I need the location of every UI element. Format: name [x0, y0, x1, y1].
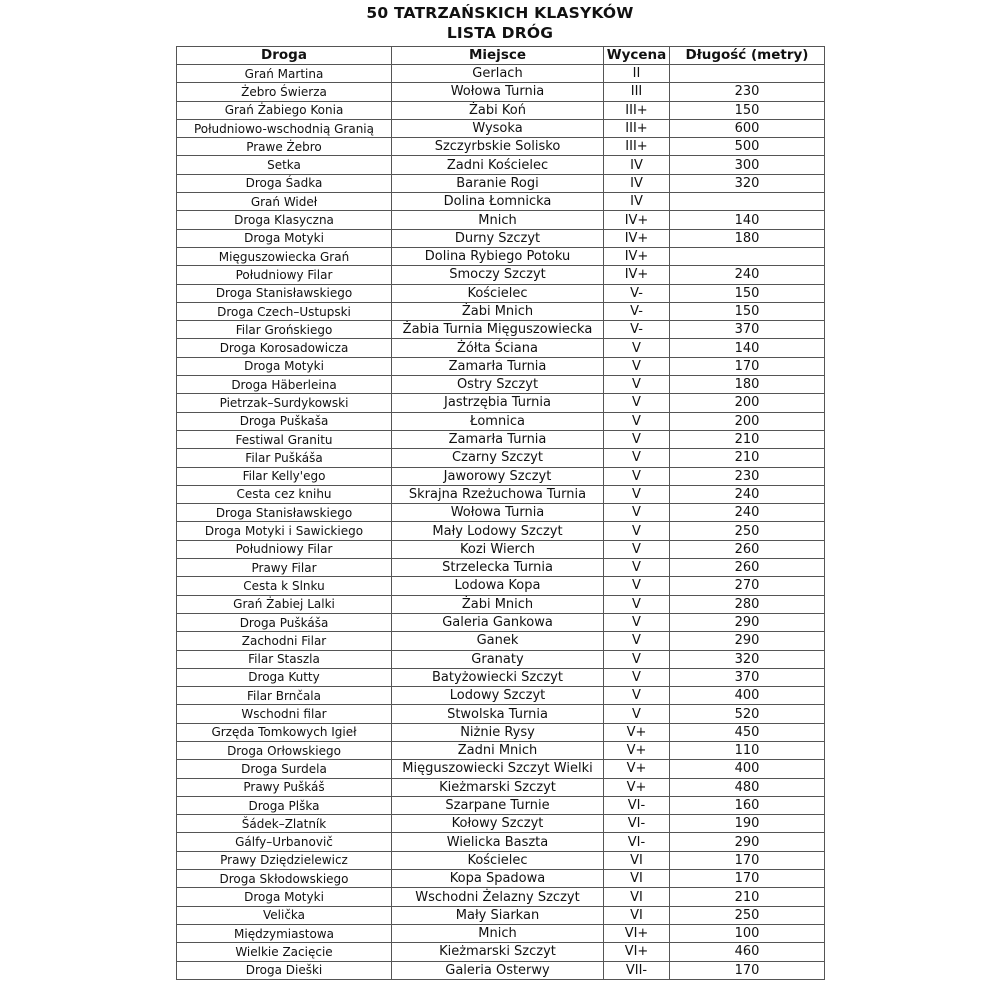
cell-grade: VI- — [604, 796, 670, 814]
cell-length: 200 — [670, 412, 825, 430]
table-row — [177, 815, 825, 833]
cell-place: Dolina Łomnicka — [392, 193, 604, 211]
cell-place: Lodowa Kopa — [392, 577, 604, 595]
cell-grade: V — [604, 705, 670, 723]
cell-place: Skrajna Rzeżuchowa Turnia — [392, 485, 604, 503]
cell-grade: V- — [604, 321, 670, 339]
cell-place: Baranie Rogi — [392, 174, 604, 192]
cell-grade: V — [604, 687, 670, 705]
cell-length: 230 — [670, 83, 825, 101]
cell-place: Galeria Osterwy — [392, 961, 604, 979]
cell-place: Kozi Wierch — [392, 540, 604, 558]
cell-length: 160 — [670, 796, 825, 814]
cell-place: Galeria Gankowa — [392, 613, 604, 631]
cell-place: Batyżowiecki Szczyt — [392, 668, 604, 686]
cell-route: Żebro Świerza — [177, 83, 392, 101]
cell-route: Šádek–Zlatník — [177, 815, 392, 833]
cell-place: Kościelec — [392, 284, 604, 302]
table-row — [177, 778, 825, 796]
cell-grade: VI — [604, 906, 670, 924]
cell-place: Wschodni Żelazny Szczyt — [392, 888, 604, 906]
table-row — [177, 504, 825, 522]
cell-route: Filar Grońskiego — [177, 321, 392, 339]
cell-length: 270 — [670, 577, 825, 595]
cell-length — [670, 247, 825, 265]
cell-grade: V — [604, 632, 670, 650]
cell-length: 180 — [670, 376, 825, 394]
cell-route: Grań Wideł — [177, 193, 392, 211]
cell-length: 370 — [670, 668, 825, 686]
cell-route: Filar Brnčala — [177, 687, 392, 705]
cell-place: Granaty — [392, 650, 604, 668]
cell-place: Żabi Mnich — [392, 302, 604, 320]
cell-grade: V — [604, 376, 670, 394]
cell-length: 190 — [670, 815, 825, 833]
cell-place: Strzelecka Turnia — [392, 559, 604, 577]
cell-length: 150 — [670, 101, 825, 119]
cell-length: 170 — [670, 961, 825, 979]
table-row — [177, 138, 825, 156]
cell-length: 280 — [670, 595, 825, 613]
cell-length: 240 — [670, 266, 825, 284]
cell-length: 520 — [670, 705, 825, 723]
cell-place: Stwolska Turnia — [392, 705, 604, 723]
cell-grade: VI — [604, 870, 670, 888]
cell-route: Południowy Filar — [177, 540, 392, 558]
table-row — [177, 430, 825, 448]
cell-place: Kieżmarski Szczyt — [392, 943, 604, 961]
cell-route: Południowo-wschodnią Granią — [177, 119, 392, 137]
cell-grade: IV — [604, 156, 670, 174]
cell-place: Ostry Szczyt — [392, 376, 604, 394]
cell-place: Żabi Mnich — [392, 595, 604, 613]
page-title: 50 TATRZAŃSKICH KLASYKÓW — [366, 4, 634, 22]
cell-grade: III+ — [604, 101, 670, 119]
table-row — [177, 870, 825, 888]
cell-route: Droga Häberleina — [177, 376, 392, 394]
cell-length — [670, 65, 825, 83]
table-row — [177, 632, 825, 650]
cell-route: Prawy Dziędzielewicz — [177, 851, 392, 869]
cell-route: Droga Korosadowicza — [177, 339, 392, 357]
cell-place: Łomnica — [392, 412, 604, 430]
cell-length: 460 — [670, 943, 825, 961]
table-row — [177, 613, 825, 631]
table-row — [177, 741, 825, 759]
cell-grade: VI+ — [604, 943, 670, 961]
cell-length: 290 — [670, 613, 825, 631]
cell-route: Droga Klasyczna — [177, 211, 392, 229]
cell-length: 400 — [670, 760, 825, 778]
cell-route: Południowy Filar — [177, 266, 392, 284]
cell-route: Zachodni Filar — [177, 632, 392, 650]
cell-route: Droga Stanisławskiego — [177, 284, 392, 302]
cell-route: Filar Staszla — [177, 650, 392, 668]
cell-grade: VI+ — [604, 924, 670, 942]
cell-grade: V — [604, 595, 670, 613]
cell-place: Jastrzębia Turnia — [392, 394, 604, 412]
cell-grade: V — [604, 522, 670, 540]
cell-place: Żabi Koń — [392, 101, 604, 119]
cell-length: 600 — [670, 119, 825, 137]
table-row — [177, 723, 825, 741]
table-row — [177, 559, 825, 577]
cell-place: Mały Lodowy Szczyt — [392, 522, 604, 540]
cell-place: Dolina Rybiego Potoku — [392, 247, 604, 265]
cell-length: 140 — [670, 339, 825, 357]
cell-length: 300 — [670, 156, 825, 174]
cell-route: Droga Puškáša — [177, 613, 392, 631]
cell-place: Żabia Turnia Mięguszowiecka — [392, 321, 604, 339]
cell-length: 170 — [670, 357, 825, 375]
cell-route: Droga Motyki i Sawickiego — [177, 522, 392, 540]
table-row — [177, 485, 825, 503]
cell-length: 140 — [670, 211, 825, 229]
cell-grade: VII- — [604, 961, 670, 979]
cell-length: 240 — [670, 485, 825, 503]
cell-route: Festiwal Granitu — [177, 430, 392, 448]
cell-route: Prawy Filar — [177, 559, 392, 577]
cell-grade: V — [604, 485, 670, 503]
page-subtitle: LISTA DRÓG — [446, 24, 554, 42]
cell-grade: V — [604, 559, 670, 577]
cell-grade: IV+ — [604, 229, 670, 247]
cell-route: Wschodni filar — [177, 705, 392, 723]
table-row — [177, 394, 825, 412]
cell-length: 110 — [670, 741, 825, 759]
table-row — [177, 247, 825, 265]
cell-grade: VI — [604, 851, 670, 869]
cell-place: Mięguszowiecki Szczyt Wielki — [392, 760, 604, 778]
cell-place: Mnich — [392, 211, 604, 229]
cell-length: 290 — [670, 833, 825, 851]
cell-place: Smoczy Szczyt — [392, 266, 604, 284]
cell-length: 170 — [670, 851, 825, 869]
table-row — [177, 687, 825, 705]
cell-length: 260 — [670, 540, 825, 558]
cell-place: Wysoka — [392, 119, 604, 137]
cell-length: 250 — [670, 522, 825, 540]
cell-route: Cesta cez knihu — [177, 485, 392, 503]
cell-grade: IV+ — [604, 266, 670, 284]
cell-grade: V — [604, 467, 670, 485]
table-row — [177, 705, 825, 723]
cell-place: Jaworowy Szczyt — [392, 467, 604, 485]
header-place: Miejsce — [392, 47, 604, 65]
cell-grade: V — [604, 430, 670, 448]
cell-route: Filar Kelly'ego — [177, 467, 392, 485]
table-row — [177, 376, 825, 394]
cell-place: Kieżmarski Szczyt — [392, 778, 604, 796]
table-row — [177, 888, 825, 906]
cell-grade: V — [604, 650, 670, 668]
cell-route: Grań Martina — [177, 65, 392, 83]
table-row — [177, 174, 825, 192]
cell-place: Wołowa Turnia — [392, 504, 604, 522]
cell-grade: V — [604, 339, 670, 357]
cell-route: Droga Plška — [177, 796, 392, 814]
cell-grade: V — [604, 394, 670, 412]
cell-route: Droga Skłodowskiego — [177, 870, 392, 888]
table-row — [177, 321, 825, 339]
table-row — [177, 101, 825, 119]
cell-route: Setka — [177, 156, 392, 174]
cell-length: 210 — [670, 430, 825, 448]
cell-place: Zamarła Turnia — [392, 430, 604, 448]
cell-route: Wielkie Zacięcie — [177, 943, 392, 961]
cell-length: 320 — [670, 174, 825, 192]
table-row — [177, 193, 825, 211]
table-row — [177, 83, 825, 101]
cell-length: 180 — [670, 229, 825, 247]
cell-grade: V- — [604, 302, 670, 320]
cell-grade: V — [604, 357, 670, 375]
table-row — [177, 833, 825, 851]
table-row — [177, 760, 825, 778]
cell-grade: V — [604, 412, 670, 430]
cell-route: Międzymiastowa — [177, 924, 392, 942]
cell-grade: IV+ — [604, 247, 670, 265]
cell-route: Droga Surdela — [177, 760, 392, 778]
header-route: Droga — [177, 47, 392, 65]
cell-length: 290 — [670, 632, 825, 650]
cell-length: 370 — [670, 321, 825, 339]
cell-route: Grań Żabiej Lalki — [177, 595, 392, 613]
table-header-row — [177, 47, 825, 65]
cell-route: Droga Czech–Ustupski — [177, 302, 392, 320]
cell-length: 250 — [670, 906, 825, 924]
cell-grade: VI- — [604, 833, 670, 851]
cell-length: 210 — [670, 888, 825, 906]
cell-place: Gerlach — [392, 65, 604, 83]
cell-grade: IV — [604, 174, 670, 192]
cell-route: Droga Motyki — [177, 888, 392, 906]
cell-grade: III — [604, 83, 670, 101]
cell-grade: IV — [604, 193, 670, 211]
cell-place: Wołowa Turnia — [392, 83, 604, 101]
table-row — [177, 577, 825, 595]
header-grade: Wycena — [604, 47, 670, 65]
cell-grade: VI — [604, 888, 670, 906]
table-row — [177, 211, 825, 229]
cell-length: 400 — [670, 687, 825, 705]
cell-grade: V- — [604, 284, 670, 302]
cell-length: 500 — [670, 138, 825, 156]
cell-place: Mały Siarkan — [392, 906, 604, 924]
cell-route: Pietrzak–Surdykowski — [177, 394, 392, 412]
cell-route: Grzęda Tomkowych Igieł — [177, 723, 392, 741]
table-row — [177, 119, 825, 137]
table-row — [177, 668, 825, 686]
table-row — [177, 961, 825, 979]
cell-grade: V — [604, 540, 670, 558]
cell-place: Zamarła Turnia — [392, 357, 604, 375]
cell-length — [670, 193, 825, 211]
table-row — [177, 229, 825, 247]
table-row — [177, 522, 825, 540]
cell-length: 450 — [670, 723, 825, 741]
cell-place: Niżnie Rysy — [392, 723, 604, 741]
cell-length: 170 — [670, 870, 825, 888]
cell-place: Kołowy Szczyt — [392, 815, 604, 833]
cell-route: Droga Motyki — [177, 357, 392, 375]
cell-length: 320 — [670, 650, 825, 668]
routes-table — [176, 46, 825, 980]
table-row — [177, 595, 825, 613]
cell-route: Prawy Puškáš — [177, 778, 392, 796]
table-row — [177, 412, 825, 430]
cell-length: 240 — [670, 504, 825, 522]
table-row — [177, 796, 825, 814]
cell-route: Grań Żabiego Konia — [177, 101, 392, 119]
cell-route: Cesta k Slnku — [177, 577, 392, 595]
header-length: Długość (metry) — [670, 47, 825, 65]
table-row — [177, 302, 825, 320]
cell-route: Droga Puškaša — [177, 412, 392, 430]
cell-route: Droga Śadka — [177, 174, 392, 192]
cell-grade: III+ — [604, 138, 670, 156]
cell-place: Ganek — [392, 632, 604, 650]
table-row — [177, 449, 825, 467]
cell-length: 150 — [670, 284, 825, 302]
cell-grade: V+ — [604, 760, 670, 778]
cell-place: Wielicka Baszta — [392, 833, 604, 851]
cell-grade: IV+ — [604, 211, 670, 229]
table-row — [177, 65, 825, 83]
cell-place: Mnich — [392, 924, 604, 942]
cell-route: Droga Stanisławskiego — [177, 504, 392, 522]
cell-place: Kopa Spadowa — [392, 870, 604, 888]
table-row — [177, 540, 825, 558]
cell-place: Zadni Kościelec — [392, 156, 604, 174]
cell-grade: VI- — [604, 815, 670, 833]
cell-grade: V+ — [604, 723, 670, 741]
cell-grade: V — [604, 613, 670, 631]
cell-grade: II — [604, 65, 670, 83]
cell-place: Czarny Szczyt — [392, 449, 604, 467]
cell-length: 480 — [670, 778, 825, 796]
cell-grade: V+ — [604, 741, 670, 759]
cell-length: 150 — [670, 302, 825, 320]
table-row — [177, 851, 825, 869]
cell-route: Gálfy–Urbanovič — [177, 833, 392, 851]
cell-place: Szczyrbskie Solisko — [392, 138, 604, 156]
cell-grade: V — [604, 504, 670, 522]
cell-place: Kościelec — [392, 851, 604, 869]
cell-route: Filar Puškáša — [177, 449, 392, 467]
cell-route: Droga Orłowskiego — [177, 741, 392, 759]
cell-grade: III+ — [604, 119, 670, 137]
cell-grade: V+ — [604, 778, 670, 796]
cell-route: Droga Dieški — [177, 961, 392, 979]
cell-route: Prawe Żebro — [177, 138, 392, 156]
table-row — [177, 943, 825, 961]
cell-length: 200 — [670, 394, 825, 412]
table-row — [177, 284, 825, 302]
cell-place: Żółta Ściana — [392, 339, 604, 357]
cell-route: Droga Kutty — [177, 668, 392, 686]
table-row — [177, 357, 825, 375]
cell-place: Durny Szczyt — [392, 229, 604, 247]
table-row — [177, 339, 825, 357]
cell-length: 100 — [670, 924, 825, 942]
table-row — [177, 906, 825, 924]
cell-length: 260 — [670, 559, 825, 577]
cell-grade: V — [604, 577, 670, 595]
cell-length: 210 — [670, 449, 825, 467]
cell-grade: V — [604, 668, 670, 686]
cell-route: Mięguszowiecka Grań — [177, 247, 392, 265]
cell-grade: V — [604, 449, 670, 467]
cell-route: Droga Motyki — [177, 229, 392, 247]
cell-length: 230 — [670, 467, 825, 485]
cell-place: Szarpane Turnie — [392, 796, 604, 814]
table-row — [177, 650, 825, 668]
table-row — [177, 924, 825, 942]
table-row — [177, 156, 825, 174]
cell-place: Zadni Mnich — [392, 741, 604, 759]
table-row — [177, 266, 825, 284]
table-row — [177, 467, 825, 485]
cell-place: Lodowy Szczyt — [392, 687, 604, 705]
cell-route: Velička — [177, 906, 392, 924]
